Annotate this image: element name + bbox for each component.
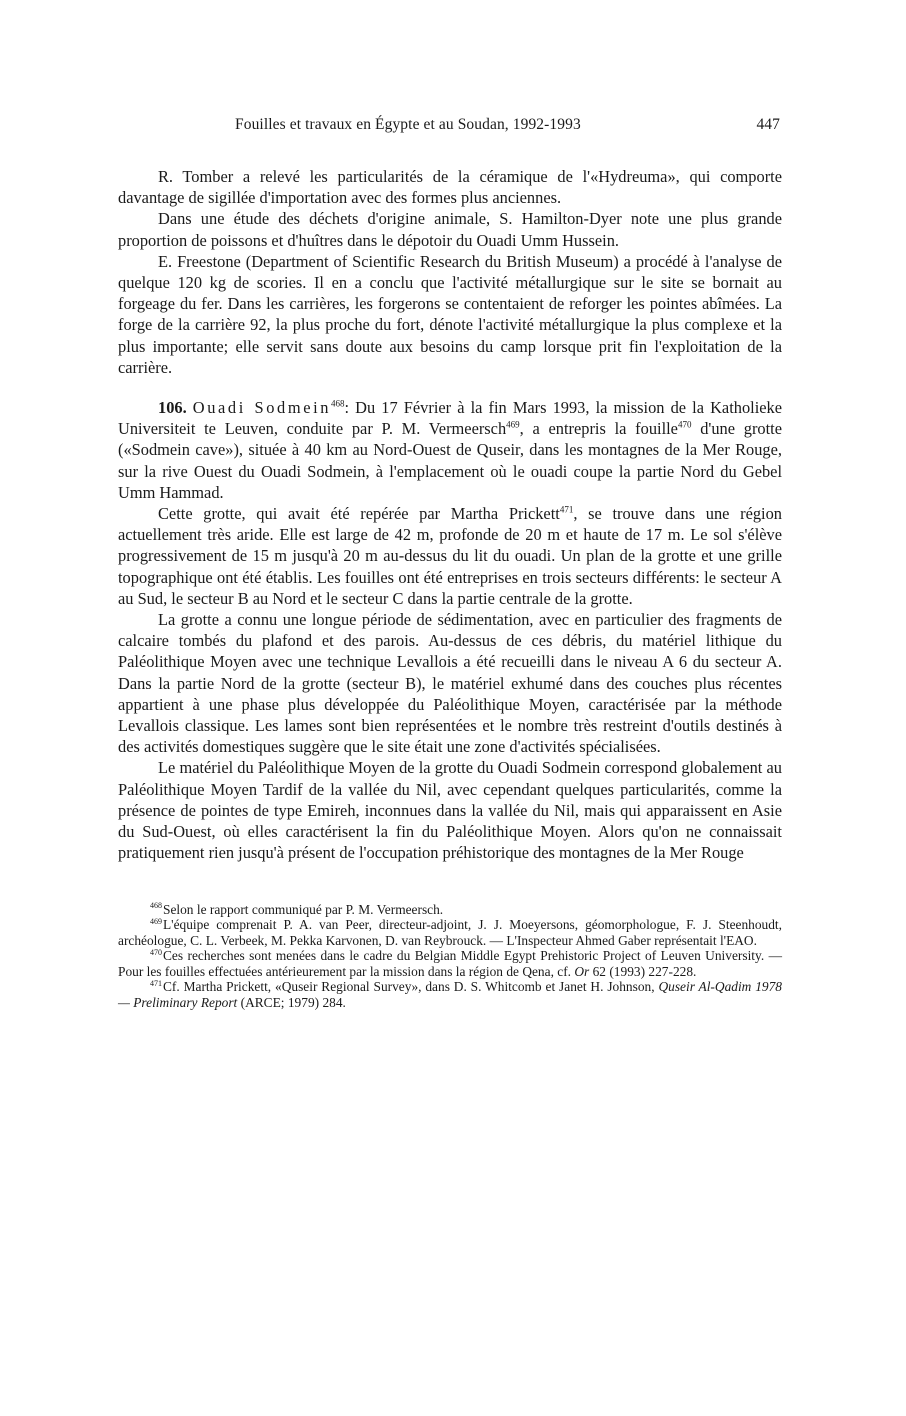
paragraph-animal-remains: Dans une étude des déchets d'origine animale, S. Hamilton-Dyer note une plus grande proportion de poissons et d'huîtres dans le dépotoir du Ouadi Umm Hussein. xyxy=(118,209,782,250)
footnote-468 xyxy=(118,902,782,918)
note-ref-468[interactable]: 468 xyxy=(331,398,345,409)
footnote-mark: 471 xyxy=(150,979,162,988)
running-title: Fouilles et travaux en Égypte et au Soudan, 1992-1993 xyxy=(235,116,581,133)
footnote-mark: 468 xyxy=(150,901,162,911)
footnote-text-a: Ces recherches sont menées dans le cadre du Belgian Middle Egypt Prehistoric Project of Leuven University. — Pour les fouilles effectuées antérieurement par la mission dans la région de Qena, cf. xyxy=(118,948,782,979)
footnote-journal-title: Or xyxy=(574,963,590,979)
paragraph-middle-paleolithic: Le matériel du Paléolithique Moyen de la grotte du Ouadi Sodmein correspond globalement au Paléolithique Moyen Tardif de la vallée du Nil, avec cependant quelques particularités, comme la présence de pointes de type Emireh, inconnues dans la vallée du Nil, mais qui apparaissent en Asie du Sud-Ouest, où elles caractérisent la fin du Paléolithique Moyen. Alors qu'on ne connaissait pratiquement rien jusqu'à présent de l'occupation préhistorique des montagnes de la Mer Rouge xyxy=(118,758,782,863)
footnote-471 xyxy=(118,979,782,1010)
cave-text-b: , se trouve dans une région actuellement très aride. Elle est large de 42 m, profonde de 20 m et haute de 17 m. Le sol s'élève progressivement de 15 m jusqu'à 20 m au-dessus du lit du ouadi. Un plan de la grotte et une grille topographique ont été établis. Les fouilles ont été entreprises en trois secteurs différents: le secteur A au Sud, le secteur B au Nord et le secteur C dans la partie centrale de la grotte. xyxy=(118,504,782,608)
footnote-text-a: Cf. Martha Prickett, «Quseir Regional Survey», dans D. S. Whitcomb et Janet H. Johnson, xyxy=(163,979,659,995)
section-text-c: d'une grotte («Sodmein cave»), située à 40 km au Nord-Ouest de Quseir, dans les montagnes de la Mer Rouge, sur la rive Ouest du Ouadi Sodmein, à l'emplacement où le ouadi coupe la partie Nord du Gebel Umm Hammad. xyxy=(118,419,782,502)
cave-text-a: Cette grotte, qui avait été repérée par Martha Prickett xyxy=(158,504,560,524)
note-ref-470[interactable]: 470 xyxy=(677,419,692,430)
note-ref-471[interactable]: 471 xyxy=(559,504,574,515)
page-number: 447 xyxy=(756,116,780,133)
footnotes xyxy=(118,902,782,1011)
running-header xyxy=(118,116,782,140)
body-text xyxy=(118,166,782,864)
footnote-text-b: (ARCE; 1979) 284. xyxy=(237,995,346,1011)
footnote-book-title: Quseir Al-Qadim 1978 — Preliminary Report xyxy=(118,979,783,1011)
section-106-intro xyxy=(118,397,782,503)
paragraph-ceramics: R. Tomber a relevé les particularités de la céramique de l'«Hydreuma», qui comporte davantage de sigillée d'importation avec des formes plus anciennes. xyxy=(118,167,782,208)
footnote-text-b: 62 (1993) 227-228. xyxy=(589,963,697,979)
section-place-name: Ouadi Sodmein xyxy=(192,398,332,418)
footnote-469 xyxy=(118,917,782,948)
section-text-b: , a entrepris la fouille xyxy=(519,419,678,439)
section-number: 106. xyxy=(158,398,187,418)
footnote-mark: 469 xyxy=(150,916,162,926)
section-text-a: : Du 17 Février à la fin Mars 1993, la mission de la Katholieke Universiteit te Leuven, conduite par P. M. Vermeersch xyxy=(118,398,782,439)
paragraph-metallurgy: E. Freestone (Department of Scientific Research du British Museum) a procédé à l'analyse de quelque 120 kg de scories. Il en a conclu que l'activité métallurgique sur le site se bornait au forgeage du fer. Dans les carrières, les forgerons se contentaient de reforger les pointes abîmées. La forge de la carrière 92, la plus proche du fort, dénote l'activité métallurgique la plus complexe et la plus importante; elle servit sans doute aux besoins du camp lorsque prit fin l'exploitation de la carrière. xyxy=(118,251,782,377)
document-page xyxy=(118,116,782,1011)
paragraph-cave-description xyxy=(118,503,782,609)
footnote-mark: 470 xyxy=(150,947,162,957)
footnote-text: Selon le rapport communiqué par P. M. Vermeersch. xyxy=(163,901,444,917)
paragraph-sedimentation: La grotte a connu une longue période de sédimentation, avec en particulier des fragments de calcaire tombés du plafond et des parois. Au-dessus de ces débris, du matériel lithique du Paléolithique Moyen avec une technique Levallois a été recueilli dans le niveau A 6 du secteur A. Dans la partie Nord de la grotte (secteur B), le matériel exhumé dans des couches plus récentes appartient à une phase plus développée du Paléolithique Moyen, caractérisée par la méthode Levallois classique. Les lames sont bien représentées et le nombre très restreint d'outils destinés à des activités domestiques suggère que le site était une zone d'activités spécialisées. xyxy=(118,610,782,757)
footnote-text: L'équipe comprenait P. A. van Peer, directeur-adjoint, J. J. Moeyersons, géomorphologue, F. J. Steenhoudt, archéologue, C. L. Verbeek, M. Pekka Karvonen, D. van Reybrouck. — L'Inspecteur Ahmed Gaber représentait l'EAO. xyxy=(118,917,782,948)
footnote-470 xyxy=(118,948,782,979)
note-ref-469[interactable]: 469 xyxy=(506,419,520,430)
